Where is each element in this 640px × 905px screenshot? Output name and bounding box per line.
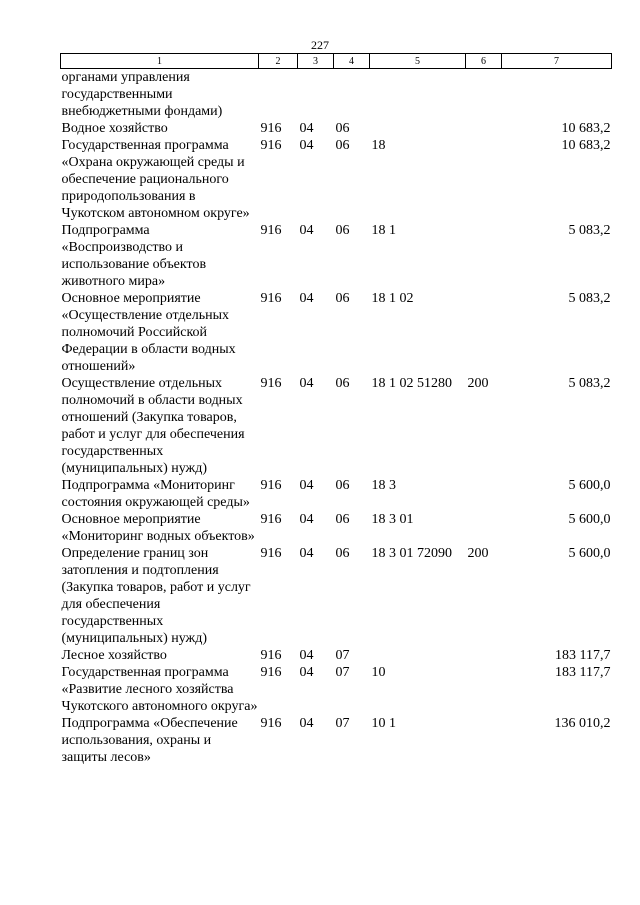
cell-target-article: 18 1 02 (371, 291, 414, 306)
cell-amount: 5 083,2 (568, 291, 611, 306)
cell-target-article: 18 3 (371, 478, 396, 493)
cell-target-article (370, 120, 466, 137)
cell-subsection: 06 (335, 138, 350, 153)
cell-name: Подпрограмма «Мониторинг состояния окружающей среды» (61, 478, 250, 510)
cell-grbs: 916 (260, 648, 282, 663)
cell-grbs: 916 (260, 716, 282, 731)
cell-target-article: 18 (371, 138, 386, 153)
cell-section: 04 (299, 716, 314, 731)
cell-name: Государственная программа «Охрана окружающей среды и обеспечение рационального природопользования в Чукотском автономном округе» (61, 138, 250, 221)
table-row (61, 715, 612, 766)
cell-amount: 5 083,2 (568, 223, 611, 238)
cell-name: Определение границ зон затопления и подтопления (Закупка товаров, работ и услуг для обеспечения государственных (муниципальных) нужд) (61, 546, 251, 646)
cell-section: 04 (299, 223, 314, 238)
cell-amount: 5 600,0 (568, 546, 611, 561)
table-row (61, 120, 612, 137)
cell-grbs: 916 (260, 546, 282, 561)
cell-name: Осуществление отдельных полномочий в области водных отношений (Закупка товаров, работ и услуг для обеспечения государственных (муниципальных) нужд) (61, 376, 245, 476)
column-header: 7 (502, 54, 612, 69)
cell-grbs: 916 (260, 223, 282, 238)
column-header: 6 (466, 54, 502, 69)
cell-section: 04 (299, 478, 314, 493)
cell-grbs: 916 (260, 121, 282, 136)
page-number: 227 (311, 38, 329, 52)
cell-name: органами управления государственными внебюджетными фондами) (61, 70, 223, 119)
cell-expense-type (466, 290, 502, 375)
cell-name: Государственная программа «Развитие лесного хозяйства Чукотского автономного округа» (61, 665, 258, 714)
cell-expense-type (466, 69, 502, 121)
cell-name: Подпрограмма «Обеспечение использования, охраны и защиты лесов» (61, 716, 238, 765)
cell-subsection: 07 (335, 716, 350, 731)
cell-grbs: 916 (260, 512, 282, 527)
column-header: 1 (61, 54, 259, 69)
cell-amount: 5 600,0 (568, 478, 611, 493)
cell-grbs: 916 (260, 291, 282, 306)
table-row (61, 290, 612, 375)
cell-target-article (370, 69, 466, 121)
cell-name: Водное хозяйство (61, 121, 168, 136)
cell-subsection: 06 (335, 376, 350, 391)
cell-subsection (334, 69, 370, 121)
cell-subsection: 06 (335, 121, 350, 136)
cell-subsection: 06 (335, 546, 350, 561)
table-row (61, 511, 612, 545)
cell-amount: 136 010,2 (554, 716, 611, 731)
cell-section: 04 (299, 138, 314, 153)
table-row (61, 545, 612, 647)
cell-name: Основное мероприятие «Осуществление отдельных полномочий Российской Федерации в области водных отношений» (61, 291, 236, 374)
cell-amount: 183 117,7 (555, 648, 611, 663)
cell-name: Основное мероприятие «Мониторинг водных объектов» (61, 512, 255, 544)
table-row (61, 664, 612, 715)
cell-section: 04 (299, 291, 314, 306)
cell-subsection: 07 (335, 648, 350, 663)
cell-section: 04 (299, 546, 314, 561)
table-row (61, 477, 612, 511)
cell-grbs: 916 (260, 478, 282, 493)
cell-subsection: 06 (335, 223, 350, 238)
cell-target-article: 18 1 (371, 223, 396, 238)
cell-subsection: 06 (335, 512, 350, 527)
cell-subsection: 06 (335, 478, 350, 493)
cell-section: 04 (299, 665, 314, 680)
budget-table (60, 53, 612, 766)
cell-expense-type (466, 664, 502, 715)
cell-target-article: 18 1 02 51280 (371, 376, 452, 391)
cell-amount: 10 683,2 (561, 121, 611, 136)
table-row (61, 69, 612, 121)
cell-section (298, 69, 334, 121)
cell-target-article: 10 (371, 665, 386, 680)
cell-grbs: 916 (260, 138, 282, 153)
column-header: 4 (334, 54, 370, 69)
cell-expense-type (466, 511, 502, 545)
cell-section: 04 (299, 512, 314, 527)
cell-amount: 10 683,2 (561, 138, 611, 153)
table-row (61, 222, 612, 290)
cell-expense-type: 200 (467, 376, 489, 391)
cell-name: Подпрограмма «Воспроизводство и использование объектов животного мира» (61, 223, 207, 289)
cell-subsection: 07 (335, 665, 350, 680)
cell-grbs (259, 69, 298, 121)
cell-expense-type (466, 647, 502, 664)
cell-target-article: 18 3 01 (371, 512, 414, 527)
cell-amount: 5 083,2 (568, 376, 611, 391)
cell-subsection: 06 (335, 291, 350, 306)
cell-grbs: 916 (260, 376, 282, 391)
cell-amount (502, 69, 612, 121)
table-row (61, 647, 612, 664)
cell-target-article (370, 647, 466, 664)
table-row (61, 375, 612, 477)
cell-target-article: 10 1 (371, 716, 396, 731)
cell-name: Лесное хозяйство (61, 648, 167, 663)
cell-amount: 5 600,0 (568, 512, 611, 527)
cell-amount: 183 117,7 (555, 665, 611, 680)
table-row (61, 137, 612, 222)
cell-expense-type: 200 (467, 546, 489, 561)
cell-expense-type (466, 137, 502, 222)
cell-expense-type (466, 120, 502, 137)
cell-section: 04 (299, 648, 314, 663)
cell-expense-type (466, 477, 502, 511)
cell-expense-type (466, 222, 502, 290)
column-header: 2 (259, 54, 298, 69)
cell-target-article: 18 3 01 72090 (371, 546, 452, 561)
column-header: 3 (298, 54, 334, 69)
table-header-row (61, 54, 612, 69)
cell-grbs: 916 (260, 665, 282, 680)
cell-expense-type (466, 715, 502, 766)
cell-section: 04 (299, 376, 314, 391)
cell-section: 04 (299, 121, 314, 136)
column-header: 5 (370, 54, 466, 69)
